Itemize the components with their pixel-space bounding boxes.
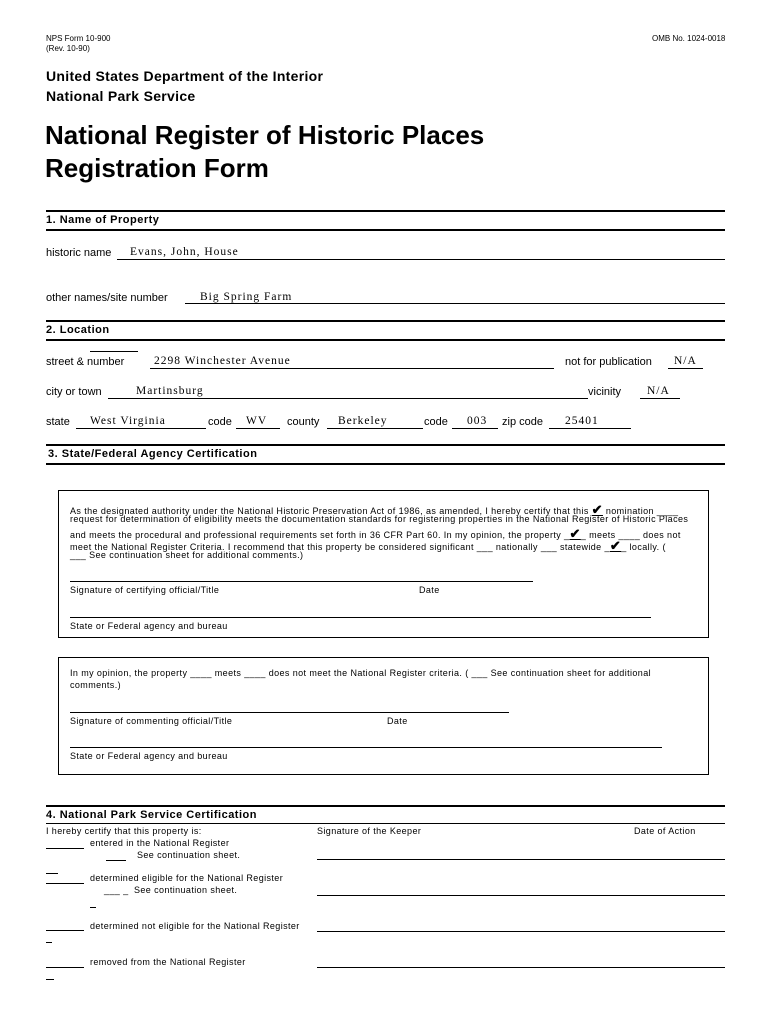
county-code-field[interactable]: 003 [467, 415, 488, 427]
form-revision: (Rev. 10-90) [46, 44, 90, 53]
keeper-signature-line-4[interactable] [317, 967, 725, 968]
county-label: county [287, 416, 320, 428]
certifying-signature-label: Signature of certifying official/Title [70, 585, 220, 595]
zip-label: zip code [502, 416, 543, 428]
keeper-signature-line-3[interactable] [317, 931, 725, 932]
cert-text-line2: request for determination of eligibility meets the documentation standards for registering properties in the National Register of Historic Places [70, 514, 689, 524]
state-underline [76, 428, 206, 429]
vicinity-label: vicinity [588, 386, 622, 398]
other-names-field[interactable]: Big Spring Farm [200, 291, 293, 303]
section-divider [46, 823, 725, 824]
omb-number: OMB No. 1024-0018 [652, 34, 726, 43]
street-overline [90, 351, 138, 352]
commenting-official-box [58, 657, 709, 775]
not-eligible-label: determined not eligible for the National Register [90, 921, 300, 931]
section4-heading: 4. National Park Service Certification [46, 809, 257, 821]
cert-text-line1: As the designated authority under the National Historic Preservation Act of 1986, as amended, I hereby certify that this [70, 506, 589, 516]
county-field[interactable]: Berkeley [338, 415, 388, 427]
historic-name-underline [117, 259, 725, 260]
eligible-checkbox[interactable] [46, 883, 84, 884]
cert-text-line4: meet the National Register Criteria. I recommend that this property be considered significant [70, 542, 474, 552]
entered-checkbox[interactable] [46, 848, 84, 849]
locally-label: locally. ( [629, 542, 666, 552]
city-underline [108, 398, 588, 399]
city-field[interactable]: Martinsburg [136, 385, 204, 397]
not-for-publication-label: not for publication [565, 356, 652, 368]
state-code-field[interactable]: WV [246, 415, 268, 427]
county-underline [327, 428, 423, 429]
nomination-check[interactable]: ✔ [591, 502, 603, 517]
removed-dash [46, 979, 54, 980]
section1-heading: 1. Name of Property [46, 214, 160, 226]
street-underline [150, 368, 554, 369]
department-name: United States Department of the Interior [46, 68, 324, 84]
keeper-signature-line-2[interactable] [317, 895, 725, 896]
removed-checkbox[interactable] [46, 967, 84, 968]
county-code-underline [452, 428, 498, 429]
agency-name: National Park Service [46, 88, 196, 104]
eligible-label: determined eligible for the National Register [90, 873, 284, 883]
not-for-publication-field[interactable]: N/A [674, 355, 697, 367]
removed-label: removed from the National Register [90, 957, 246, 967]
other-names-label: other names/site number [46, 292, 168, 304]
page-title-line2: Registration Form [45, 153, 269, 183]
other-names-underline [185, 303, 725, 304]
section2-heading: 2. Location [46, 324, 110, 336]
state-field[interactable]: West Virginia [90, 415, 166, 427]
historic-name-label: historic name [46, 247, 112, 259]
eligible-continuation-label: See continuation sheet. [134, 885, 238, 895]
county-code-label: code [424, 416, 448, 428]
commenting-signature-line[interactable] [70, 712, 509, 713]
state-label: state [46, 416, 70, 428]
eligible-continuation-checkbox[interactable]: ___ _ [104, 885, 129, 895]
entered-continuation-label: See continuation sheet. [137, 850, 241, 860]
certifying-signature-line[interactable] [70, 581, 533, 582]
agency-bureau-line[interactable] [70, 617, 651, 618]
entered-dash [46, 873, 58, 874]
statewide-label: statewide [559, 542, 602, 552]
form-number: NPS Form 10-900 [46, 34, 111, 43]
commenting-signature-label: Signature of commenting official/Title [70, 716, 233, 726]
entered-continuation-checkbox[interactable] [106, 860, 126, 861]
keeper-signature-line-1[interactable] [317, 859, 725, 860]
section3-heading: 3. State/Federal Agency Certification [48, 448, 258, 460]
does-not-label: does not [643, 530, 681, 540]
page-title-line1: National Register of Historic Places [45, 120, 485, 150]
opinion-text-line1: In my opinion, the property ____ meets ____ does not meet the National Register criteria. ( ___ See continuation sheet for additional [70, 668, 652, 678]
vicinity-underline [640, 398, 680, 399]
cert-text-line5: See continuation sheet for additional comments.) [89, 550, 304, 560]
street-label: street & number [46, 356, 125, 368]
commenting-agency-line[interactable] [70, 747, 662, 748]
certify-intro: I hereby certify that this property is: [46, 826, 202, 836]
meets-check[interactable]: ✔ [569, 526, 581, 541]
section-divider [46, 320, 725, 322]
street-field[interactable]: 2298 Winchester Avenue [154, 355, 291, 367]
cert-text-line3: and meets the procedural and professional requirements set forth in 36 CFR Part 60. In my opinion, the property [70, 530, 562, 540]
section-divider [46, 463, 725, 465]
certifying-date-label: Date [419, 585, 440, 595]
state-code-underline [236, 428, 280, 429]
date-of-action-label: Date of Action [634, 826, 696, 836]
locally-check[interactable]: ✔ [609, 538, 622, 553]
not-eligible-checkbox[interactable] [46, 930, 84, 931]
zip-underline [549, 428, 631, 429]
section-divider [46, 210, 725, 212]
historic-name-field[interactable]: Evans, John, House [130, 246, 239, 258]
keeper-signature-label: Signature of the Keeper [317, 826, 422, 836]
not-eligible-dash [46, 942, 52, 943]
section-divider [46, 229, 725, 231]
nationally-label: nationally [495, 542, 538, 552]
eligible-dash [90, 907, 96, 908]
agency-bureau-label: State or Federal agency and bureau [70, 621, 228, 631]
entered-label: entered in the National Register [90, 838, 230, 848]
city-label: city or town [46, 386, 102, 398]
meets-label: meets [589, 530, 616, 540]
commenting-date-label: Date [387, 716, 408, 726]
section-divider [46, 444, 725, 446]
nomination-label: nomination [605, 506, 654, 516]
zip-field[interactable]: 25401 [565, 415, 599, 427]
not-for-publication-underline [668, 368, 703, 369]
state-certification-box: As the designated authority under the National Historic Preservation Act of 1986, as amended, I hereby certify that this ✔ nomination ____ request for determination of eligibility meets the documentation standards for registering properties in the National Register of Historic Places and meets the procedural and professional requirements set forth in 36 CFR Part 60. In my opinion, the property _✔_ meets ____ does not meet the National Register Criteria. I recommend that this property be considered significant ___ nationally ___ statewide _✔_ locally. ( ___ See continuation sheet for additional comments.) Signature of certifying official/Title Date State or Federal agency and bureau [58, 490, 709, 638]
section-divider [46, 805, 725, 807]
commenting-agency-label: State or Federal agency and bureau [70, 751, 228, 761]
section-divider [46, 339, 725, 341]
opinion-text-line2: comments.) [70, 680, 122, 690]
state-code-label: code [208, 416, 232, 428]
vicinity-field[interactable]: N/A [647, 385, 670, 397]
